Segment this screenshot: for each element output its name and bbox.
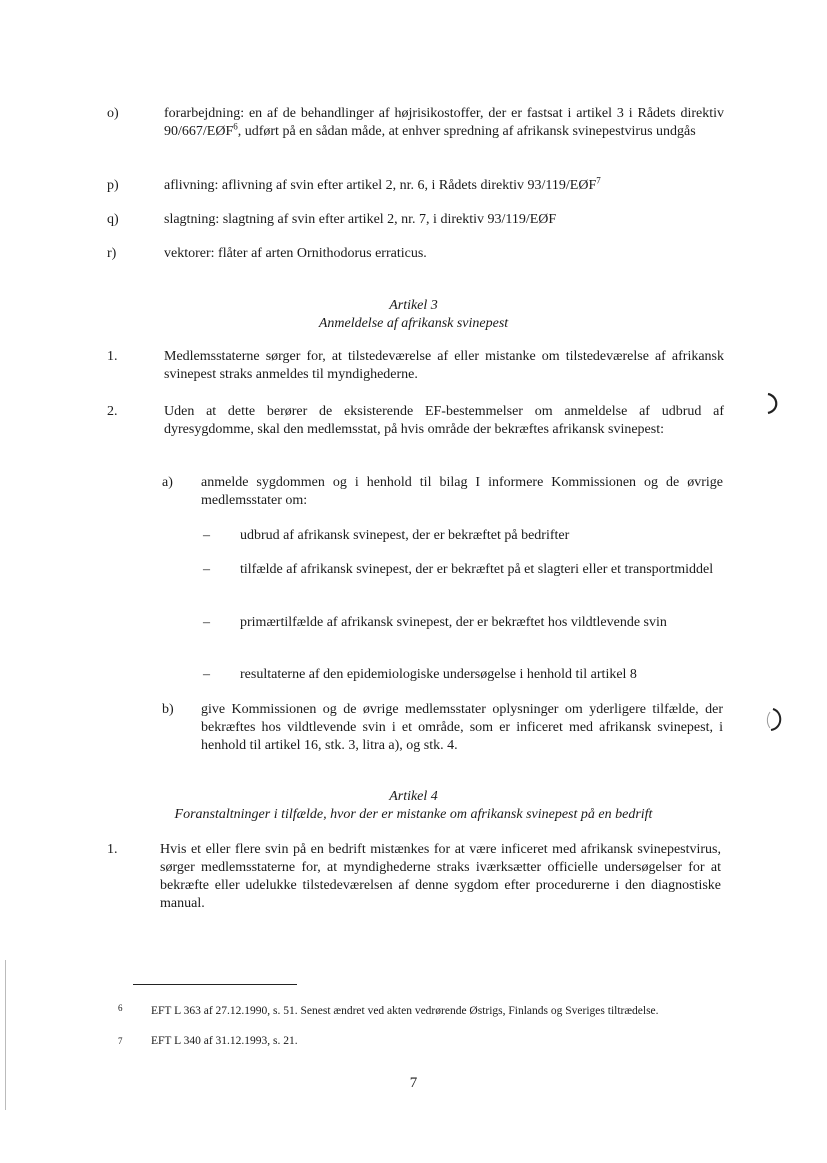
list-dash: – <box>203 528 210 543</box>
subparagraph-text: anmelde sygdommen og i henhold til bilag I informere Kommissionen og de øvrige medlemsstater om: <box>201 475 723 508</box>
definition-text: slagtning: slagtning af svin efter artikel 2, nr. 7, i direktiv 93/119/EØF <box>164 212 557 227</box>
footnote-ref[interactable]: 6 <box>233 121 238 132</box>
definition-text: vektorer: flåter af arten Ornithodorus erraticus. <box>164 246 427 261</box>
footnote-text: EFT L 340 af 31.12.1993, s. 21. <box>151 1035 298 1047</box>
punch-hole-mark <box>762 388 784 418</box>
subparagraph-label: b) <box>162 702 174 717</box>
paragraph-text: Uden at dette berører de eksisterende EF-bestemmelser om anmeldelse af udbrud af dyresygdomme, skal den medlemsstat, på hvis område der bekræftes afrikansk svinepest: <box>164 404 724 437</box>
article-heading: Artikel 3 <box>389 298 438 313</box>
footnote-mark: 6 <box>118 1003 123 1013</box>
footnote-text: EFT L 363 af 27.12.1990, s. 51. Senest ændret ved akten vedrørende Østrigs, Finlands og Sveriges tiltrædelse. <box>151 1005 659 1017</box>
paragraph-number: 1. <box>107 842 118 857</box>
definition-text: forarbejdning: en af de behandlinger af højrisikostoffer, der er fastsat i artikel 3 i Rådets direktiv 90/667/EØF$^6$, udført på en sådan måde, at enhver spredning af afrikansk svinepestvirus undgås <box>164 106 724 139</box>
paragraph-number: 2. <box>107 404 118 419</box>
subparagraph-label: a) <box>162 475 173 490</box>
definition-label: p) <box>107 178 119 193</box>
article-heading: Artikel 4 <box>389 789 438 804</box>
list-dash: – <box>203 562 210 577</box>
footnote-ref[interactable]: 7 <box>596 175 601 186</box>
article-subheading: Anmeldelse af afrikansk svinepest <box>318 316 509 331</box>
definition-label: q) <box>107 212 119 227</box>
page-number: 7 <box>409 1075 418 1091</box>
list-dash: – <box>203 667 210 682</box>
punch-hole-mark <box>765 704 787 734</box>
footnote-mark: 7 <box>118 1036 123 1046</box>
list-item: resultaterne af den epidemiologiske undersøgelse i henhold til artikel 8 <box>240 667 637 682</box>
list-item: primærtilfælde af afrikansk svinepest, der er bekræftet hos vildtlevende svin <box>240 615 667 630</box>
article-subheading: Foranstaltninger i tilfælde, hvor der er mistanke om afrikansk svinepest på en bedrift <box>174 807 653 822</box>
definition-label: o) <box>107 106 119 121</box>
subparagraph-text: give Kommissionen og de øvrige medlemsstater oplysninger om yderligere tilfælde, der bekræftes hos vildtlevende svin i et område, som er inficeret med afrikansk svinepest, i henhold til artikel 16, stk. 3, litra a), og stk. 4. <box>201 702 723 753</box>
paragraph-text: Medlemsstaterne sørger for, at tilstedeværelse af eller mistanke om tilstedeværelse af afrikansk svinepest straks anmeldes til myndighederne. <box>164 349 724 382</box>
footnote-separator <box>133 984 297 985</box>
definition-text: aflivning: aflivning af svin efter artikel 2, nr. 6, i Rådets direktiv 93/119/EØF$^7$ <box>164 175 601 193</box>
definition-label: r) <box>107 246 117 261</box>
list-item: udbrud af afrikansk svinepest, der er bekræftet på bedrifter <box>240 528 570 543</box>
paragraph-text: Hvis et eller flere svin på en bedrift mistænkes for at være inficeret med afrikansk svinepestvirus, sørger medlemsstaterne for, at myndighederne straks iværksætter officielle undersøgelser for at bekræfte eller udelukke tilstedeværelsen af denne sygdom efter procedurerne i den diagnostiske manual. <box>160 842 721 911</box>
paragraph-number: 1. <box>107 349 118 364</box>
list-item: tilfælde af afrikansk svinepest, der er bekræftet på et slagteri eller et transportmiddel <box>240 562 714 577</box>
list-dash: – <box>203 615 210 630</box>
